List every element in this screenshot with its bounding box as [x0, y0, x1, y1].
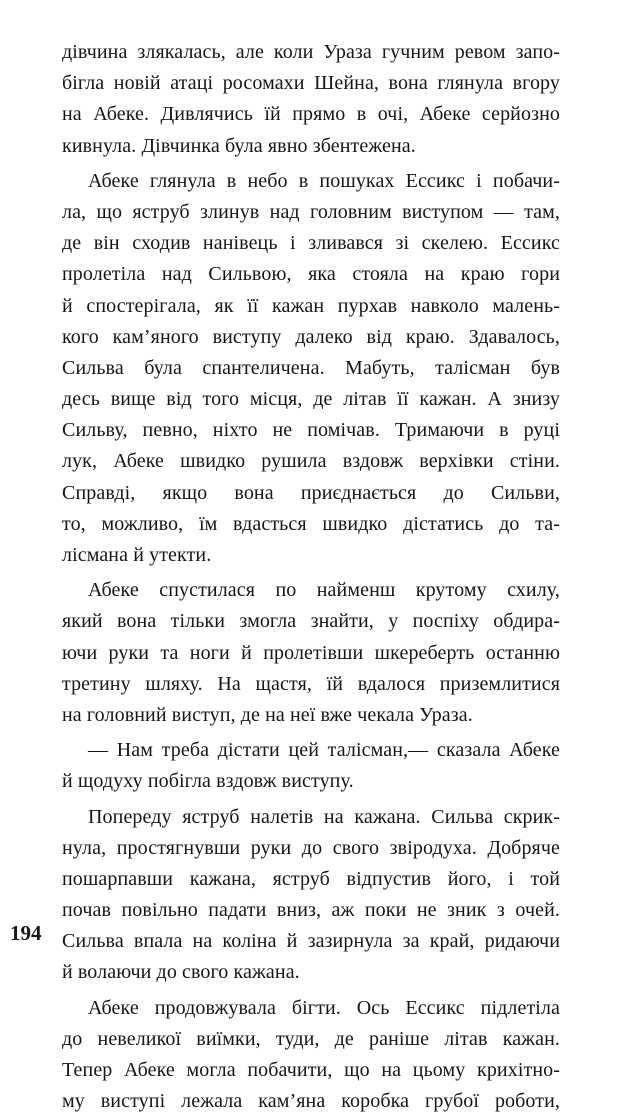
text-line: пролетіла над Сильвою, яка стояла на краю гори: [62, 263, 560, 286]
text-line: Сильва впала на коліна й зазирнула за край, ридаючи: [62, 930, 560, 953]
text-line: лісмана й утекти.: [62, 544, 212, 566]
text-line: й спостерігала, як її кажан пурхав навколо малень-: [62, 294, 560, 317]
text-line: ючи руки та ноги й пролетівши шкереберть останню: [62, 641, 560, 664]
text-line: Абеке спустилася по найменш крутому схилу,: [88, 579, 560, 602]
text-line: Попереду яструб налетів на кажана. Сильва скрик-: [88, 805, 560, 828]
text-line: Абеке глянула в небо в пошуках Ессикс і побачи-: [88, 169, 560, 192]
text-line: почав повільно падати вниз, аж поки не зник з очей.: [62, 899, 560, 922]
text-line: де він сходив нанівець і зливався зі скелею. Ессикс: [62, 232, 560, 255]
text-line: то, можливо, їм вдасться швидко дістатись до та-: [62, 512, 560, 535]
text-line: на головний виступ, де на неї вже чекала Ураза.: [62, 703, 473, 726]
text-line: пошарпавши кажана, яструб відпустив його, і той: [62, 867, 560, 890]
text-line: й волаючи до свого кажана.: [62, 961, 300, 984]
text-line: Справді, якщо вона приєднається до Сильви,: [62, 481, 560, 504]
page-body-text: [62, 37, 560, 1117]
text-line: — Нам треба дістати цей талісман,— сказала Абеке: [88, 739, 560, 762]
text-line: ла, що яструб злинув над головним виступом — там,: [62, 200, 560, 223]
text-line: Абеке продовжувала бігти. Ось Ессикс підлетіла: [88, 996, 560, 1019]
text-line: му виступі лежала кам’яна коробка грубої роботи,: [62, 1090, 560, 1113]
text-line: на Абеке. Дивлячись їй прямо в очі, Абеке серйозно: [62, 103, 560, 126]
text-line: який вона тільки змогла знайти, у поспіху обдира-: [62, 610, 560, 633]
text-line: до невеликої виїмки, туди, де раніше літав кажан.: [62, 1027, 560, 1050]
text-line: третину шляху. На щастя, їй вдалося приземлитися: [62, 672, 560, 695]
text-line: дівчина злякалась, але коли Ураза гучним ревом запо-: [62, 41, 560, 63]
text-line: кого кам’яного виступу далеко від краю. Здавалось,: [62, 325, 560, 348]
text-line: Сильву, певно, ніхто не помічав. Тримаючи в руці: [62, 419, 560, 442]
text-line: кивнула. Дівчинка була явно збентежена.: [62, 134, 416, 157]
text-line: лук, Абеке швидко рушила вздовж верхівки стіни.: [62, 450, 560, 473]
text-line: Тепер Абеке могла побачити, що на цьому крихітно-: [62, 1059, 560, 1081]
text-line: й щодуху побігла вздовж виступу.: [62, 770, 354, 793]
text-line: десь вище від того місця, де літав її кажан. А знизу: [62, 388, 560, 411]
text-line: нула, простягнувши руки до свого звіродуха. Добряче: [62, 836, 560, 859]
page-number: 194: [10, 921, 42, 945]
text-line: бігла новій атаці росомахи Шейна, вона глянула вгору: [62, 72, 560, 95]
text-line: Сильва була спантеличена. Мабуть, талісман був: [62, 356, 560, 379]
